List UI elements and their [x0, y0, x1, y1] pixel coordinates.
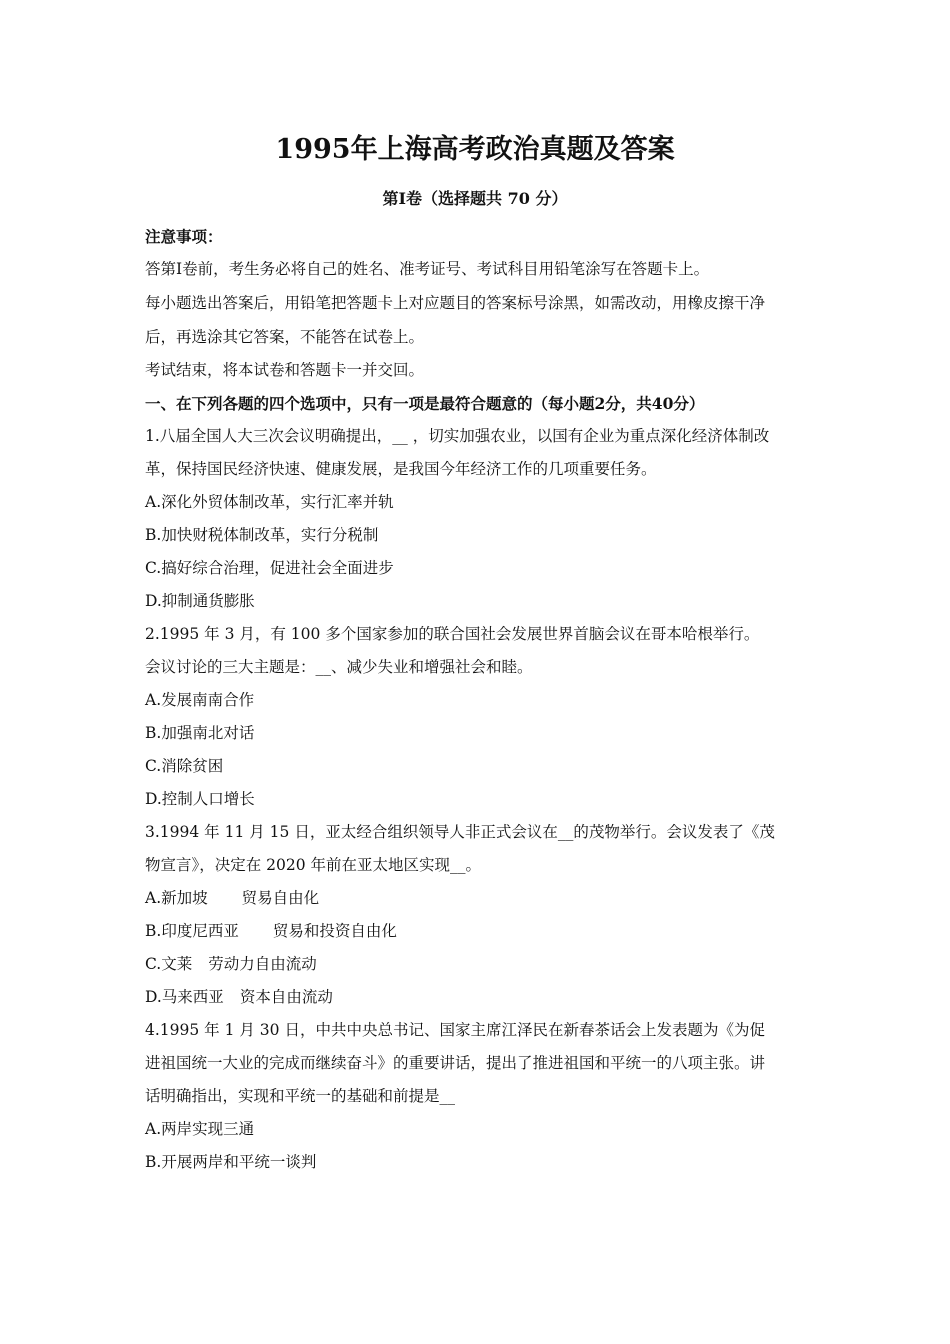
question-stem: 1.八届全国人大三次会议明确提出，__ ，切实加强农业，以国有企业为重点深化经济体制改 — [145, 427, 770, 445]
option-goal: 劳动力自由流动 — [208, 955, 317, 973]
option-place: C.文莱 — [145, 955, 193, 973]
option: A.深化外贸体制改革，实行汇率并轨 — [145, 493, 394, 511]
option: B.开展两岸和平统一谈判 — [145, 1153, 317, 1171]
question-3 — [145, 816, 810, 1014]
document-title: 1995年上海高考政治真题及答案 — [275, 134, 675, 165]
notice-line: 答第Ⅰ卷前，考生务必将自己的姓名、准考证号、考试科目用铅笔涂写在答题卡上。 — [145, 260, 710, 278]
option: A.两岸实现三通 — [145, 1120, 255, 1138]
option — [145, 882, 810, 915]
option: B.加强南北对话 — [145, 724, 255, 742]
option-place: D.马来西亚 — [145, 988, 224, 1006]
question-stem: 2.1995 年 3 月，有 100 多个国家参加的联合国社会发展世界首脑会议在哥本哈根举行。 — [145, 625, 760, 643]
section-heading: 一、在下列各题的四个选项中，只有一项是最符合题意的（每小题2分，共40分） — [145, 394, 705, 413]
option-goal: 贸易自由化 — [241, 889, 320, 907]
question-stem: 话明确指出，实现和平统一的基础和前提是__ — [145, 1087, 456, 1105]
option — [145, 981, 810, 1014]
option: A.发展南南合作 — [145, 691, 255, 709]
question-stem: 会议讨论的三大主题是：__、减少失业和增强社会和睦。 — [145, 658, 533, 676]
notice-line: 后，再选涂其它答案，不能答在试卷上。 — [145, 328, 425, 346]
option-goal: 资本自由流动 — [239, 988, 333, 1006]
option: C.消除贫困 — [145, 757, 224, 775]
question-stem: 3.1994 年 11 月 15 日，亚太经合组织领导人非正式会议在__的茂物举行。会议发表了《茂 — [145, 823, 775, 841]
option: B.加快财税体制改革，实行分税制 — [145, 526, 379, 544]
option-place: A.新加坡 — [145, 889, 208, 907]
question-2 — [145, 618, 810, 816]
question-stem: 进祖国统一大业的完成而继续奋斗》的重要讲话，提出了推进祖国和平统一的八项主张。讲 — [145, 1054, 766, 1072]
question-4 — [145, 1014, 810, 1179]
question-stem: 革，保持国民经济快速、健康发展，是我国今年经济工作的几项重要任务。 — [145, 460, 657, 478]
option — [145, 948, 810, 981]
question-1 — [145, 420, 810, 618]
question-stem: 4.1995 年 1 月 30 日，中共中央总书记、国家主席江泽民在新春茶话会上发表题为《为促 — [145, 1021, 765, 1039]
notice-line: 每小题选出答案后，用铅笔把答题卡上对应题目的答案标号涂黑，如需改动，用橡皮擦干净 — [145, 294, 766, 312]
option: C.搞好综合治理，促进社会全面进步 — [145, 559, 394, 577]
document-body — [145, 220, 810, 1179]
option-goal: 贸易和投资自由化 — [272, 922, 397, 940]
option: D.控制人口增长 — [145, 790, 255, 808]
question-stem: 物宣言》，决定在 2020 年前在亚太地区实现__。 — [145, 856, 482, 874]
section-subtitle: 第Ⅰ卷（选择题共 70 分） — [382, 189, 568, 208]
option-place: B.印度尼西亚 — [145, 922, 239, 940]
notice-line: 考试结束，将本试卷和答题卡一并交回。 — [145, 361, 425, 379]
option — [145, 915, 810, 948]
notice-heading: 注意事项： — [145, 227, 223, 246]
option: D.抑制通货膨胀 — [145, 592, 255, 610]
